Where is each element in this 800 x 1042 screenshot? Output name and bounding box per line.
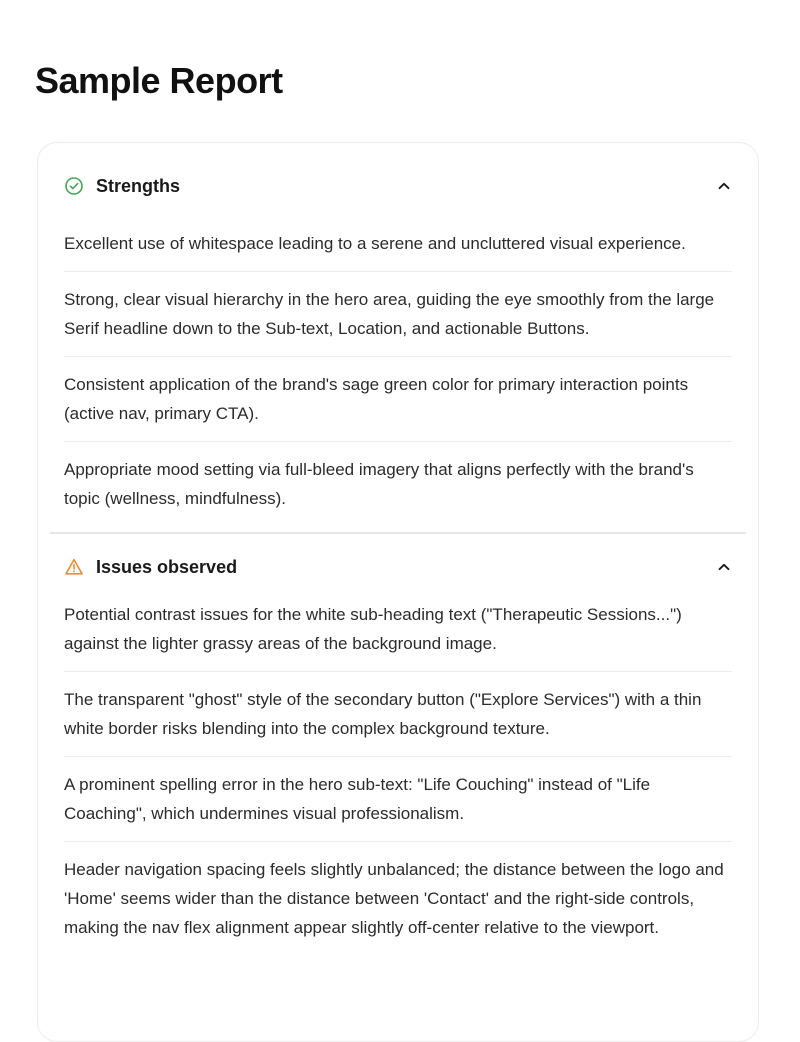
issues-header-toggle[interactable] xyxy=(38,534,758,600)
strengths-header-toggle[interactable] xyxy=(38,143,758,229)
list-item: Header navigation spacing feels slightly unbalanced; the distance between the logo and 'Home' seems wider than the distance between 'Contact' and the right-side controls, making the nav flex alignment appear slightly off-center relative to the viewport. xyxy=(64,860,724,937)
check-circle-icon xyxy=(64,176,84,196)
strengths-title: Strengths xyxy=(96,175,181,196)
list-item: A prominent spelling error in the hero sub-text: "Life Couching" instead of "Life Coaching", which undermines visual professionalism. xyxy=(64,757,732,842)
issues-section xyxy=(38,534,758,955)
list-item: Potential contrast issues for the white sub-heading text ("Therapeutic Sessions...") against the lighter grassy areas of the background image. xyxy=(64,600,732,672)
issues-list xyxy=(38,600,758,955)
warning-triangle-icon xyxy=(64,557,84,577)
strengths-section xyxy=(38,143,758,534)
list-item: Consistent application of the brand's sage green color for primary interaction points (active nav, primary CTA). xyxy=(64,357,732,442)
report-card xyxy=(37,142,759,1042)
page-title: Sample Report xyxy=(35,60,283,101)
strengths-list xyxy=(38,229,758,526)
list-item: Excellent use of whitespace leading to a serene and uncluttered visual experience. xyxy=(64,229,732,272)
issues-title: Issues observed xyxy=(96,556,238,577)
list-item: Strong, clear visual hierarchy in the hero area, guiding the eye smoothly from the large Serif headline down to the Sub-text, Location, and actionable Buttons. xyxy=(64,272,732,357)
chevron-up-icon[interactable] xyxy=(716,178,732,194)
list-item: Appropriate mood setting via full-bleed imagery that aligns perfectly with the brand's topic (wellness, mindfulness). xyxy=(64,460,694,508)
chevron-up-icon[interactable] xyxy=(716,559,732,575)
list-item: The transparent "ghost" style of the secondary button ("Explore Services") with a thin white border risks blending into the complex background texture. xyxy=(64,672,732,757)
